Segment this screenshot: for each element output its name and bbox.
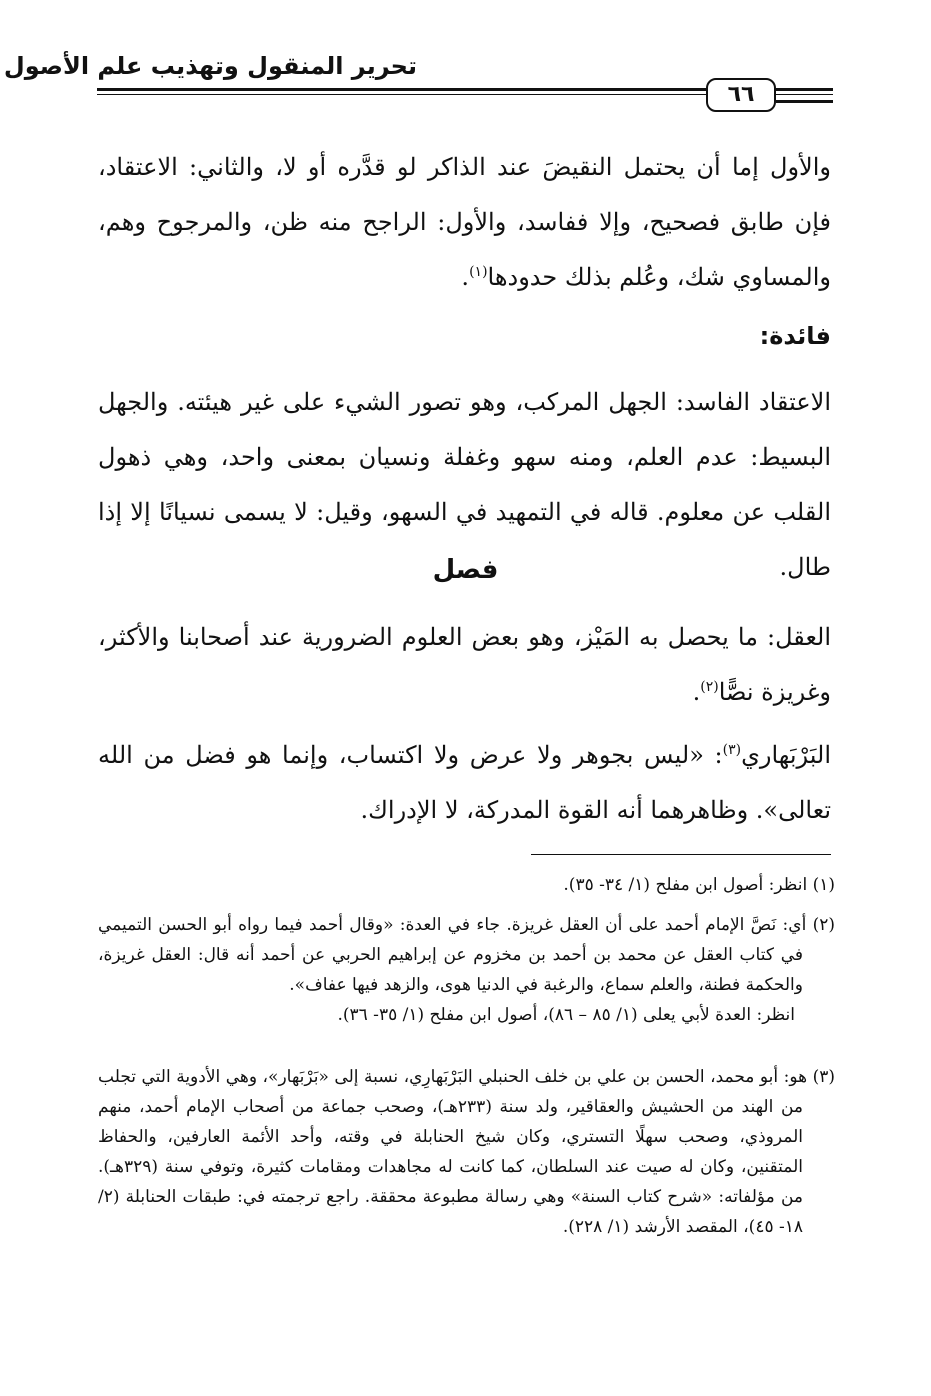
paragraph-1-text: والأول إما أن يحتمل النقيضَ عند الذاكر لو قدَّره أو لا، والثاني: الاعتقاد، فإن طابق فصحيح، وإلا ففاسد، والأول: الراجح منه ظن، والمرجوح وهم، والمساوي شك، وعُلم بذلك حدودها bbox=[98, 153, 831, 291]
footnote-2 bbox=[98, 910, 835, 1030]
footnote-1-text: (١) انظر: أصول ابن مفلح (١/ ٣٤- ٣٥). bbox=[563, 875, 835, 895]
footnote-2-references: انظر: العدة لأبي يعلى (١/ ٨٥ – ٨٦)، أصول ابن مفلح (١/ ٣٥- ٣٦). bbox=[337, 1005, 795, 1025]
page-number: ٦٦ bbox=[706, 78, 776, 112]
paragraph-4 bbox=[98, 728, 831, 838]
header-rule-bottom bbox=[776, 100, 833, 103]
footnote-ref-1[interactable]: (١) bbox=[469, 264, 488, 280]
section-heading-faida: فائدة: bbox=[759, 322, 831, 350]
footnote-3 bbox=[98, 1062, 835, 1242]
footnote-2-text: (٢) أي: نَصَّ الإمام أحمد على أن العقل غريزة. جاء في العدة: «وقال أحمد فيما رواه أبو الحسن التميمي في كتاب العقل عن محمد بن أحمد بن مخزوم عن إبراهيم الحربي عن أحمد أنه قال: العقل غريزة، والحكمة فطنة، والعلم سماع، والرغبة في الدنيا هوى، والزهد فيها عفاف». bbox=[98, 915, 835, 995]
paragraph-4-text: : «ليس بجوهر ولا عرض ولا اكتساب، وإنما هو فضل من الله تعالى». وظاهرهما أنه القوة المدركة، لا الإدراك. bbox=[98, 741, 831, 824]
footnote-separator bbox=[531, 854, 831, 855]
section-heading-fasl: فصل bbox=[432, 555, 499, 585]
running-header-title: تحرير المنقول وتهذيب علم الأصول bbox=[3, 52, 417, 80]
paragraph-3 bbox=[98, 610, 831, 720]
paragraph-2-text: الاعتقاد الفاسد: الجهل المركب، وهو تصور الشيء على غير هيئته. والجهل البسيط: عدم العلم، ومنه سهو وغفلة ونسيان بمعنى واحد، وهي ذهول القلب عن معلوم. قاله في التمهيد في السهو، وقيل: لا يسمى نسيانًا إلا إذا طال. bbox=[98, 388, 831, 581]
paragraph-3-end: . bbox=[692, 678, 701, 706]
footnote-3-text: (٣) هو: أبو محمد، الحسن بن علي بن خلف الحنبلي البَرْبَهارِي، نسبة إلى «بَرْبَهار»، وهي الأدوية التي تجلب من الهند من الحشيش والعقاقير، ولد سنة (٢٣٣هـ)، وصحب جماعة من أصحاب الإمام أحمد، منهم المروذي، وصحب سهلًا التستري، وكان شيخ الحنابلة في وقته، وأحد الأئمة العارفين، والحفاظ المتقنين، وكان له صيت عند السلطان، كما كانت له مجاهدات ومقامات كثيرة، وتوفي سنة (٣٢٩هـ). من مؤلفاته: «شرح كتاب السنة» وهي رسالة مطبوعة محققة. راجع ترجمته في: طبقات الحنابلة (٢/ ١٨- ٤٥)، المقصد الأرشد (١/ ٢٢٨). bbox=[98, 1067, 835, 1237]
paragraph-3-text: العقل: ما يحصل به المَيْز، وهو بعض العلوم الضرورية عند أصحابنا والأكثر، وغريزة نصًّا bbox=[98, 623, 831, 706]
footnote-1 bbox=[98, 870, 835, 900]
paragraph-1-end: . bbox=[461, 263, 470, 291]
paragraph-1 bbox=[98, 140, 831, 305]
paragraph-4-name: البَرْبَهاري bbox=[741, 741, 831, 769]
footnote-ref-3[interactable]: (٣) bbox=[722, 742, 742, 758]
footnote-ref-2[interactable]: (٢) bbox=[700, 679, 719, 695]
